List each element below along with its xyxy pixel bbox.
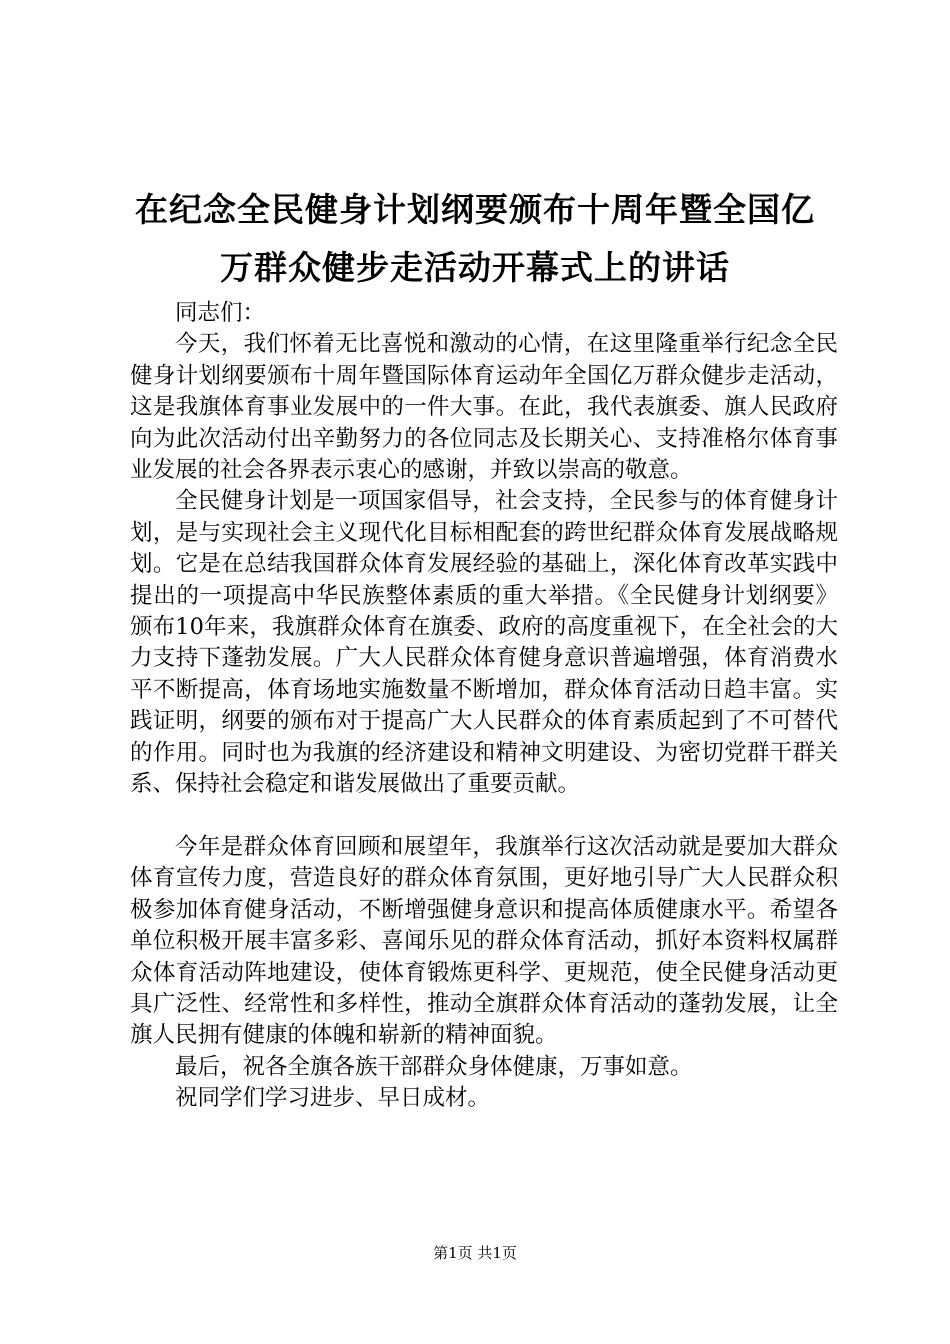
body-paragraph-2: 全民健身计划是一项国家倡导，社会支持，全民参与的体育健身计划，是与实现社会主义现代化目标相配套的跨世纪群众体育发展战略规划。它是在总结我国群众体育发展经验的基础上，深化体育改革实践中提出的一项提高中华民族整体素质的重大举措。《全民健身计划纲要》颁布10年来，我旗群众体育在旗委、政府的高度重视下，在全社会的大力支持下蓬勃发展。广大人民群众体育健身意识普遍增强，体育消费水平不断提高，体育场地实施数量不断增加，群众体育活动日趋丰富。实践证明，纲要的颁布对于提高广大人民群众的体育素质起到了不可替代的作用。同时也为我旗的经济建设和精神文明建设、为密切党群干群关系、保持社会稳定和谐发展做出了重要贡献。 [130,488,838,798]
closing-wish-1: 最后，祝各全旗各族干部群众身体健康，万事如意。 [175,1053,693,1080]
salutation: 同志们： [175,300,266,326]
paragraph-spacer [130,801,838,832]
page-footer: 第1页 共1页 [433,1244,517,1262]
body-paragraph-3: 今年是群众体育回顾和展望年，我旗举行这次活动就是要加大群众体育宣传力度，营造良好的群众体育氛围，更好地引导广大人民群众积极参加体育健身活动，不断增强健身意识和提高体质健康水平。希望各单位积极开展丰富多彩、喜闻乐见的群众体育活动，抓好本资料权属群众体育活动阵地建设，使体育锻炼更科学、更规范，使全民健身活动更具广泛性、经常性和多样性，推动全旗群众体育活动的蓬勃发展，让全旗人民拥有健康的体魄和崭新的精神面貌。 [130,833,838,1049]
speech-body [130,298,838,1115]
body-paragraph-1: 今天，我们怀着无比喜悦和激动的心情，在这里隆重举行纪念全民健身计划纲要颁布十周年暨国际体育运动年全国亿万群众健步走活动，这是我旗体育事业发展中的一件大事。在此，我代表旗委、旗人民政府向为此次活动付出辛勤努力的各位同志及长期关心、支持准格尔体育事业发展的社会各界表示衷心的感谢，并致以崇高的敬意。 [130,331,838,484]
document-title-line-2: 万群众健步走活动开幕式上的讲话 [220,248,730,287]
closing-wish-2: 祝同学们学习进步、早日成材。 [175,1085,491,1112]
document-title-line-1: 在纪念全民健身计划纲要颁布十周年暨全国亿 [135,190,815,229]
